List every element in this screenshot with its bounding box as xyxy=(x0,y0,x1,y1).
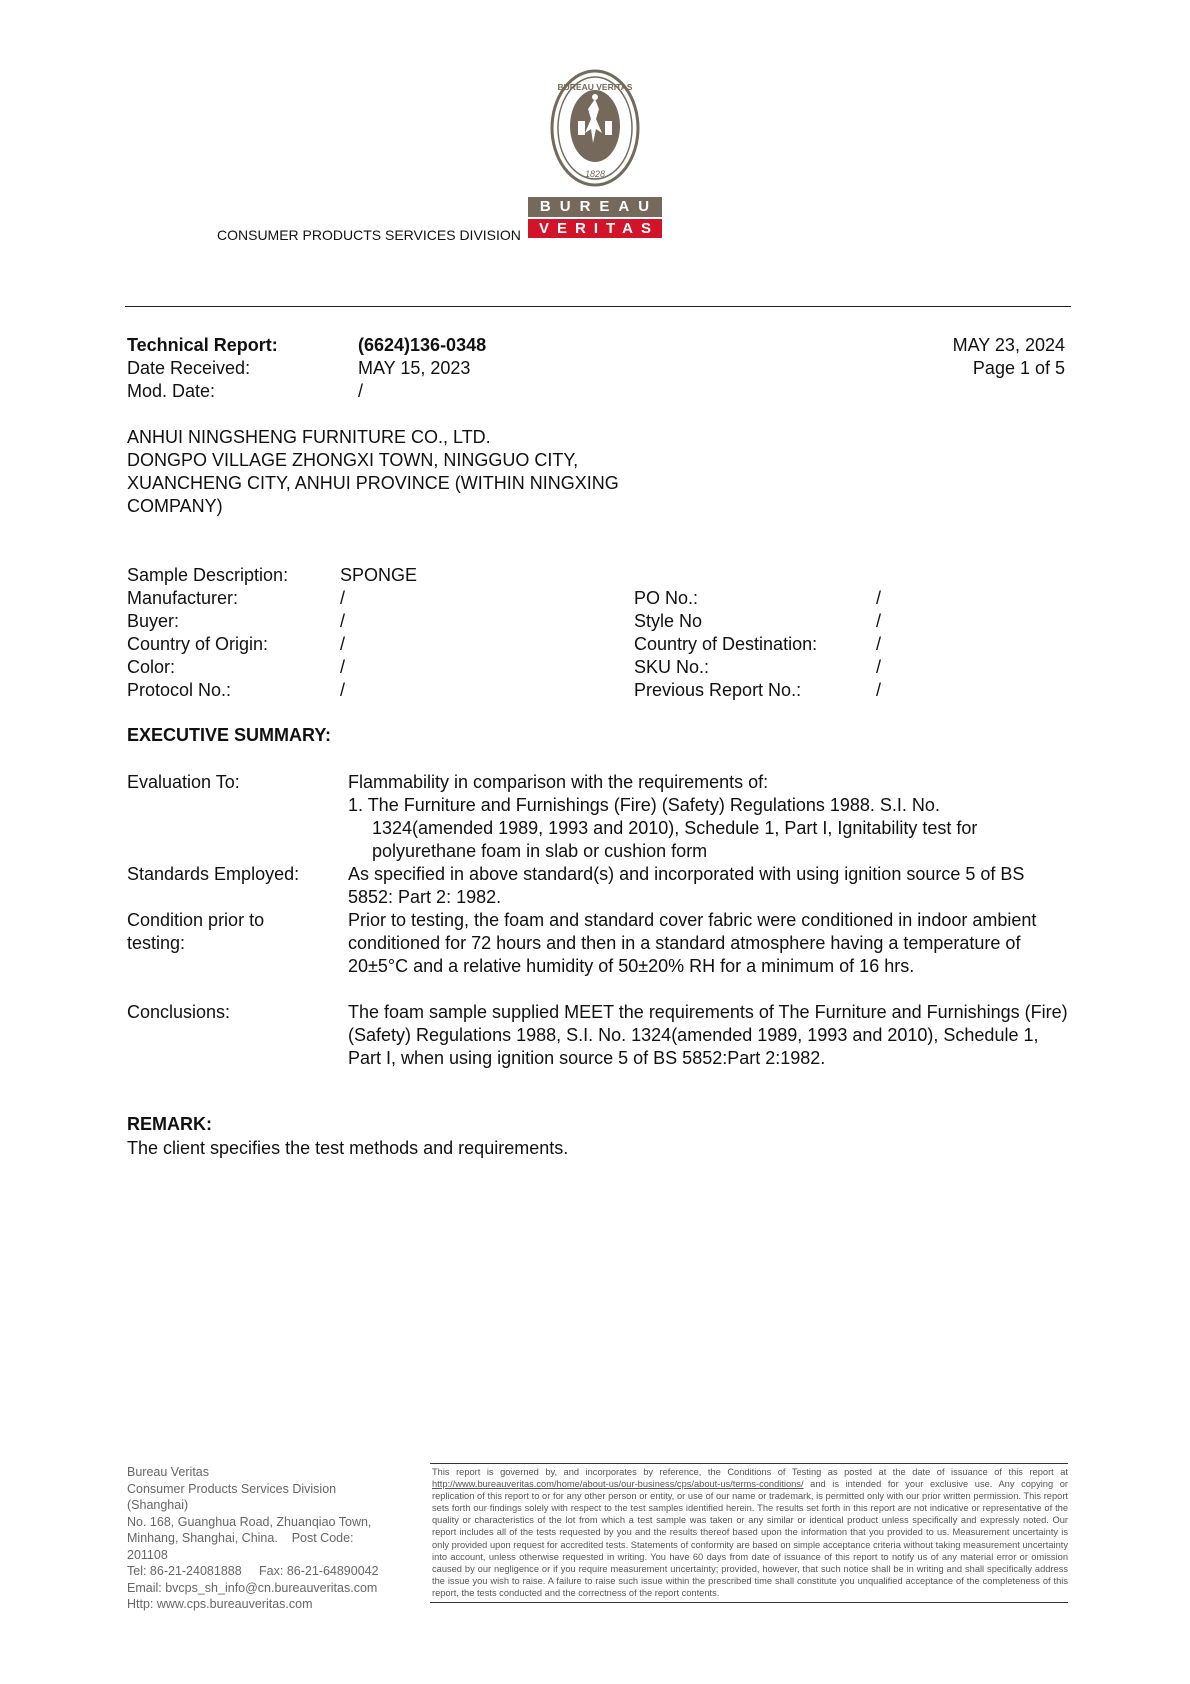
style-no-label: Style No xyxy=(634,611,703,631)
mod-date-value: / xyxy=(358,381,364,401)
evaluation-intro: Flammability in comparison with the requirements of: xyxy=(348,772,769,792)
footer-phone-fax: Tel: 86-21-24081888 Fax: 86-21-64890042 xyxy=(127,1564,379,1578)
footer-email: Email: bvcps_sh_info@cn.bureauveritas.com xyxy=(127,1580,378,1595)
client-address-line: XUANCHENG CITY, ANHUI PROVINCE (WITHIN NINGXING xyxy=(127,473,619,493)
evaluation-label: Evaluation To: xyxy=(127,772,240,792)
division-name: CONSUMER PRODUCTS SERVICES DIVISION xyxy=(217,227,521,243)
lab-contact-info xyxy=(127,1464,427,1613)
client-address-line: DONGPO VILLAGE ZHONGXI TOWN, NINGGUO CITY, xyxy=(127,450,579,470)
conclusions-label: Conclusions: xyxy=(127,1002,231,1022)
technical-report-label: Technical Report: xyxy=(127,335,278,355)
color-label: Color: xyxy=(127,657,176,677)
country-of-destination-value: / xyxy=(876,634,882,654)
mod-date-label: Mod. Date: xyxy=(127,381,216,401)
evaluation-item: 1. The Furniture and Furnishings (Fire) (Safety) Regulations 1988. S.I. No. 1324(amended 1989, 1993 and 2010), Schedule 1, Part I, Ignitability test for polyurethane foam in slab or cushion form xyxy=(348,795,978,861)
evaluation-text xyxy=(348,771,1073,863)
executive-summary-title: EXECUTIVE SUMMARY: xyxy=(127,725,332,745)
manufacturer-label: Manufacturer: xyxy=(127,588,239,608)
legal-disclaimer xyxy=(430,1463,1068,1603)
bureau-veritas-seal-logo xyxy=(550,69,640,187)
remark-text: The client specifies the test methods and requirements. xyxy=(127,1138,569,1158)
footer-company: Bureau Veritas xyxy=(127,1465,209,1479)
sku-no-value: / xyxy=(876,657,882,677)
footer-address: Minhang, Shanghai, China. Post Code: xyxy=(127,1531,354,1545)
protocol-no-value: / xyxy=(340,680,346,700)
style-no-value: / xyxy=(876,611,882,631)
footer-website: Http: www.cps.bureauveritas.com xyxy=(127,1597,313,1611)
condition-label: Condition prior to testing: xyxy=(127,910,265,953)
po-no-label: PO No.: xyxy=(634,588,699,608)
footer-division: Consumer Products Services Division xyxy=(127,1481,337,1496)
footer-address: No. 168, Guanghua Road, Zhuanqiao Town, xyxy=(127,1514,372,1529)
previous-report-no-value: / xyxy=(876,680,882,700)
buyer-label: Buyer: xyxy=(127,611,180,631)
footer-post-code: 201108 xyxy=(127,1547,168,1562)
disclaimer-text: This report is governed by, and incorporates by reference, the Conditions of Testing as posted at the date of issuance of this report at xyxy=(432,1467,1068,1477)
technical-report-number: (6624)136-0348 xyxy=(358,335,487,355)
date-received-value: MAY 15, 2023 xyxy=(358,358,471,378)
client-name: ANHUI NINGSHENG FURNITURE CO., LTD. xyxy=(127,427,491,447)
country-of-destination-label: Country of Destination: xyxy=(634,634,818,654)
date-received-label: Date Received: xyxy=(127,358,251,378)
po-no-value: / xyxy=(876,588,882,608)
client-address xyxy=(127,426,747,518)
client-address-line: COMPANY) xyxy=(127,496,223,516)
standards-employed-text: As specified in above standard(s) and incorporated with using ignition source 5 of BS 5852: Part 2: 1982. xyxy=(348,864,1025,907)
seal-text: BUREAU VERITAS xyxy=(557,82,633,92)
color-value: / xyxy=(340,657,346,677)
page-number: Page 1 of 5 xyxy=(972,358,1065,378)
header-divider xyxy=(125,306,1071,307)
bureau-veritas-wordmark xyxy=(528,197,662,238)
previous-report-no-label: Previous Report No.: xyxy=(634,680,802,700)
remark-title: REMARK: xyxy=(127,1114,212,1134)
protocol-no-label: Protocol No.: xyxy=(127,680,232,700)
sample-description-value: SPONGE xyxy=(340,565,418,585)
sample-description-label: Sample Description: xyxy=(127,565,289,585)
terms-conditions-link[interactable]: http://www.bureauveritas.com/home/about-us/our-business/cps/about-us/terms-conditions/ xyxy=(432,1479,804,1490)
standards-employed-label: Standards Employed: xyxy=(127,864,300,884)
manufacturer-value: / xyxy=(340,588,346,608)
footer-city: (Shanghai) xyxy=(127,1498,189,1512)
seal-icon xyxy=(550,69,640,187)
disclaimer-text: and is intended for your exclusive use. Any copying or replication of this report to or for any other person or entity, or use of our name or trademark, is permitted only with our prior written permission. This report sets forth our findings solely with respect to the test samples identified herein. The results set forth in this report are not indicative or representative of the quality or characteristics of the lot from which a test sample was taken or any similar or identical product unless specifically and expressly noted. Our report includes all of the tests requested by you and the results thereof based upon the information that you provided to us. Measurement uncertainty is only provided upon request for accredited tests. Statements of conformity are based on simple acceptance criteria without taking measurement uncertainty into account, unless otherwise requested in writing. You have 60 days from date of issuance of this report to notify us of any material error or omission caused by our negligence or if you require measurement uncertainty; provided, however, that such notice shall be in writing and shall specifically address the issue you wish to raise. A failure to raise such issue within the prescribed time shall constitute you unqualified acceptance of the completeness of this report, the tests conducted and the correctness of the report contents. xyxy=(432,1479,1068,1598)
seal-year: 1828 xyxy=(584,169,606,179)
sku-no-label: SKU No.: xyxy=(634,657,710,677)
wordmark-veritas: VERITAS xyxy=(528,219,662,238)
country-of-origin-value: / xyxy=(340,634,346,654)
country-of-origin-label: Country of Origin: xyxy=(127,634,269,654)
condition-text: Prior to testing, the foam and standard cover fabric were conditioned in indoor ambient conditioned for 72 hours and then in a standard atmosphere having a temperature of 20±5°C and a relative humidity of 50±20% RH for a minimum of 16 hrs. xyxy=(348,910,1037,976)
buyer-value: / xyxy=(340,611,346,631)
conclusions-text: The foam sample supplied MEET the requirements of The Furniture and Furnishings (Fire) (Safety) Regulations 1988, S.I. No. 1324(amended 1989, 1993 and 2010), Schedule 1, Part I, when using ignition source 5 of BS 5852:Part 2:1982. xyxy=(348,1002,1068,1068)
issue-date: MAY 23, 2024 xyxy=(952,335,1065,355)
wordmark-bureau: BUREAU xyxy=(528,197,662,217)
